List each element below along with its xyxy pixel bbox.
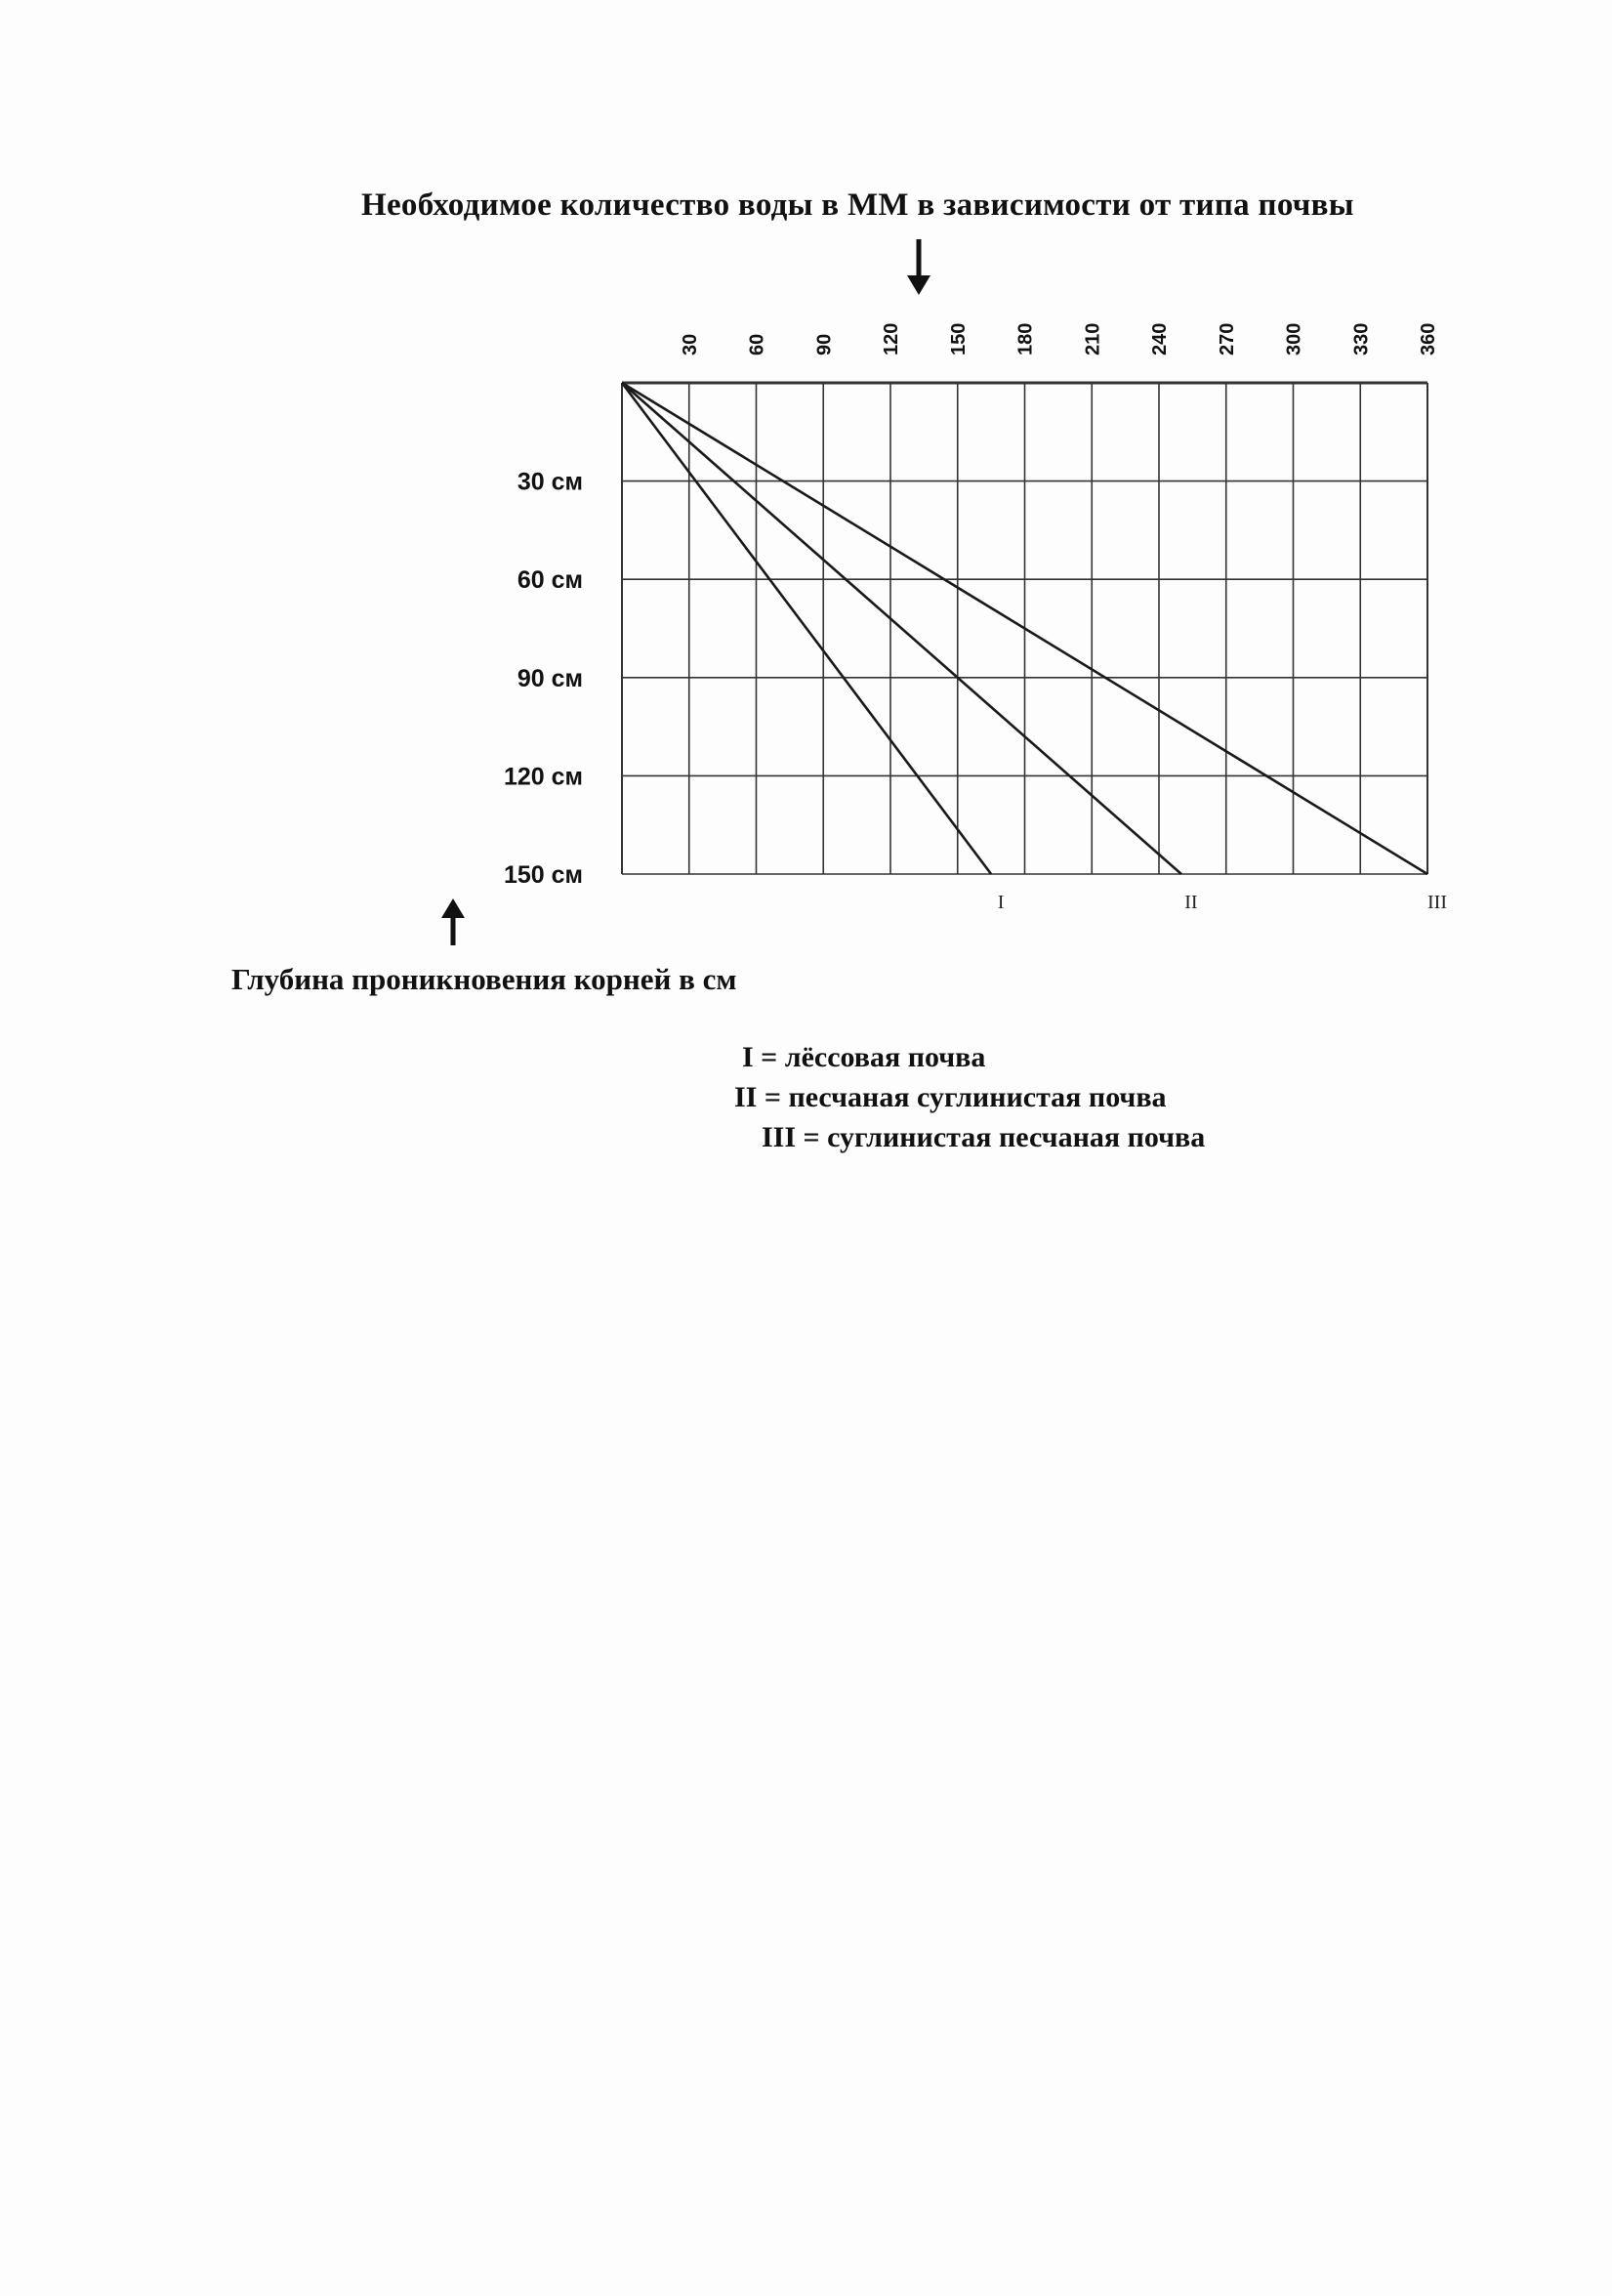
chart-ticks: [504, 323, 1439, 889]
x-tick-label: 210: [1082, 322, 1104, 355]
x-tick-label: 60: [746, 333, 768, 355]
series-label-i: I: [997, 892, 1005, 913]
x-tick-label: 120: [881, 322, 902, 355]
series-line-ii: [622, 383, 1181, 874]
up-arrow-icon: [441, 898, 465, 945]
y-tick-label: 120 см: [503, 763, 583, 791]
y-tick-label: 90 см: [517, 664, 583, 692]
series-line-i: [622, 383, 991, 874]
x-tick-label: 150: [947, 322, 970, 355]
series-label-iii: III: [1427, 892, 1447, 913]
x-tick-label: 180: [1014, 322, 1037, 355]
chart-series: [622, 383, 1447, 913]
x-tick-label: 30: [679, 333, 701, 355]
series-label-ii: II: [1184, 892, 1198, 913]
y-tick-label: 60 см: [517, 566, 583, 595]
legend: [734, 1037, 1206, 1157]
x-tick-label: 330: [1350, 322, 1373, 355]
y-tick-label: 30 см: [517, 468, 583, 496]
x-tick-label: 360: [1418, 322, 1439, 355]
y-tick-label: 150 см: [503, 861, 583, 889]
y-axis-title: Глубина проникновения корней в см: [231, 962, 737, 996]
x-tick-label: 270: [1216, 322, 1238, 355]
x-tick-label: 300: [1283, 322, 1305, 355]
legend-item-i: I = лёссовая почва: [742, 1041, 986, 1073]
x-axis-title: Необходимое количество воды в ММ в зависимости от типа почвы: [361, 188, 1354, 223]
legend-item-iii: III = суглинистая песчаная почва: [762, 1121, 1206, 1153]
legend-item-ii: II = песчаная суглинистая почва: [734, 1081, 1167, 1113]
x-tick-label: 90: [813, 333, 836, 355]
down-arrow-icon: [907, 239, 930, 295]
x-tick-label: 240: [1149, 322, 1171, 355]
